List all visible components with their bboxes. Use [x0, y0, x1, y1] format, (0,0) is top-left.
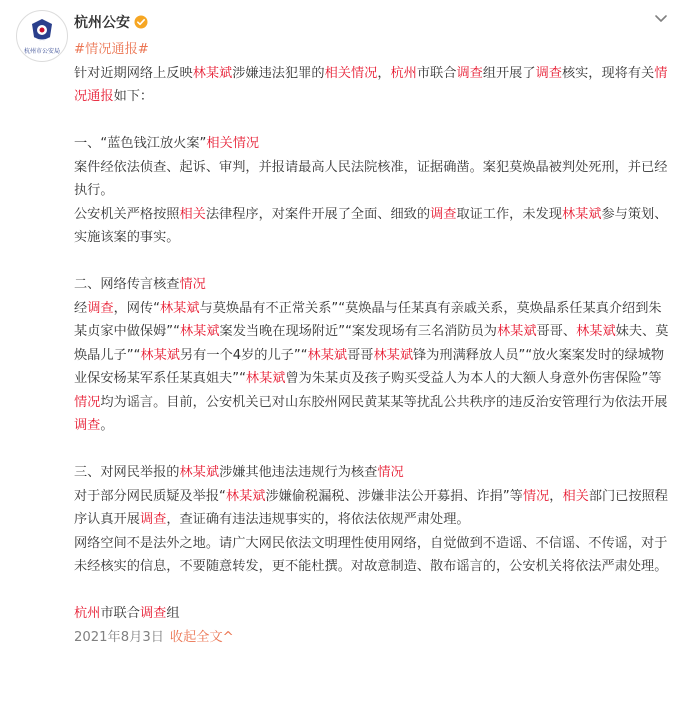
keyword-highlight: 调查: [139, 606, 167, 621]
text-run: 案发当晚在现场附近”“案发现场有三名消防员为: [219, 324, 497, 339]
keyword-highlight: 林某斌: [159, 300, 200, 316]
author-name[interactable]: 杭州公安: [74, 15, 130, 31]
text-run: 市联合: [100, 606, 140, 621]
post-header: [74, 12, 148, 32]
verified-badge-icon: [134, 15, 148, 29]
keyword-highlight: 情况: [74, 394, 101, 410]
text-run: 涉嫌偷税漏税、涉嫌非法公开募捐、诈捐”等: [265, 488, 523, 504]
text-run: 一、“蓝色钱江放火案”: [74, 136, 207, 151]
topic-link[interactable]: #情况通报#: [74, 42, 149, 57]
text-run: 经: [74, 300, 88, 316]
keyword-highlight: 林某斌: [179, 465, 220, 480]
keyword-highlight: 相关情况: [206, 136, 260, 151]
keyword-highlight: 调查: [139, 512, 167, 527]
text-run: 组: [166, 606, 180, 621]
keyword-highlight: 林某斌: [225, 488, 266, 504]
section-1-title: [74, 132, 672, 156]
text-run: 哥哥: [347, 347, 374, 363]
section-1-paragraph-1: [74, 156, 672, 203]
keyword-highlight: 情况: [377, 465, 404, 480]
keyword-highlight: 调查: [74, 418, 101, 433]
section-2-title: [74, 273, 672, 297]
keyword-highlight: 林某斌: [576, 324, 616, 339]
keyword-highlight: 调查: [535, 65, 562, 81]
text-run: 三、对网民举报的: [74, 465, 180, 480]
keyword-highlight: 林某斌: [373, 347, 414, 363]
text-run: 组开展了: [482, 65, 536, 81]
text-run: 法律程序，对案件开展了全面、细致的: [205, 206, 431, 222]
collapse-button[interactable]: [170, 630, 234, 645]
post-footer: [74, 626, 672, 650]
text-run: 部门已按照程序认真开展: [74, 488, 668, 527]
text-run: 曾为朱某贞及孩子购买受益人为本人的大额人身意外伤害保险”等: [285, 371, 662, 386]
text-run: 网络空间不是法外之地。请广大网民依法文明理性使用网络，自觉做到不造谣、不信谣、不传谣，对于未经核实的信息，不要随意转发，更不能杜撰。对故意制造、散布谣言的，公安机关将依法严肃处理。: [74, 535, 668, 574]
text-run: 对于部分网民质疑及举报“: [74, 488, 226, 504]
keyword-highlight: 相关: [562, 488, 589, 504]
police-emblem-icon: [28, 17, 56, 45]
chevron-up-icon: ^: [222, 629, 234, 645]
keyword-highlight: 林某斌: [496, 324, 537, 339]
section-3-paragraph-2: [74, 532, 672, 579]
keyword-highlight: 杭州: [74, 606, 101, 621]
collapse-label: 收起全文: [169, 629, 223, 645]
text-run: 公安机关严格按照: [74, 206, 180, 222]
chevron-down-icon[interactable]: [654, 14, 668, 24]
post-content: [74, 38, 672, 649]
text-run: 二、网络传言核查: [74, 277, 180, 292]
text-run: 哥哥、: [536, 324, 577, 339]
text-run: ，: [377, 65, 391, 81]
keyword-highlight: 相关: [179, 206, 206, 222]
keyword-highlight: 调查: [430, 206, 457, 222]
text-run: 如下：: [113, 89, 154, 104]
keyword-highlight: 林某斌: [192, 65, 233, 81]
text-run: 与莫焕晶有不正常关系”“莫焕晶与任某真有亲戚关系，莫焕晶系任某真介绍到朱某贞家中做保姆”“: [74, 300, 662, 339]
text-run: 取证工作，未发现: [456, 206, 562, 222]
text-run: 。: [100, 418, 114, 433]
keyword-highlight: 调查: [456, 65, 483, 81]
keyword-highlight: 情况: [522, 488, 550, 504]
text-run: 针对近期网络上反映: [74, 65, 193, 81]
keyword-highlight: 林某斌: [179, 324, 220, 339]
text-run: 另有一个4岁的儿子”“: [179, 347, 308, 363]
keyword-highlight: 林某斌: [140, 347, 180, 363]
section-3-title: [74, 461, 672, 485]
keyword-highlight: 情况: [179, 277, 206, 292]
keyword-highlight: 调查: [87, 300, 114, 316]
section-3-paragraph-1: [74, 485, 672, 532]
text-run: ，: [549, 488, 563, 504]
keyword-highlight: 情况通报: [74, 65, 668, 104]
keyword-highlight: 林某斌: [561, 206, 602, 222]
keyword-highlight: 杭州: [390, 65, 417, 81]
section-1-paragraph-2: [74, 203, 672, 250]
text-run: 核实，现将有关: [561, 65, 655, 81]
keyword-highlight: 林某斌: [245, 371, 286, 386]
text-run: 参与策划、实施该案的事实。: [74, 206, 668, 245]
text-run: 案件经依法侦查、起诉、审判，并报请最高人民法院核准，证据确凿。案犯莫焕晶被判处死刑，并已经执行。: [74, 159, 668, 198]
text-run: 均为谣言。目前，公安机关已对山东胶州网民黄某某等扰乱公共秩序的违反治安管理行为依法开展: [100, 394, 668, 410]
post-date[interactable]: 2021年8月3日: [74, 629, 164, 645]
text-run: 妹夫、莫焕晶儿子”“: [74, 324, 669, 363]
avatar[interactable]: [16, 10, 68, 62]
section-2-paragraph-1: [74, 297, 672, 438]
keyword-highlight: 相关情况: [324, 65, 378, 81]
keyword-highlight: 林某斌: [307, 347, 348, 363]
text-run: ，查证确有违法违规事实的，将依法依规严肃处理。: [166, 512, 470, 527]
signature: [74, 602, 672, 626]
text-run: 涉嫌违法犯罪的: [232, 65, 325, 81]
text-run: 涉嫌其他违法违规行为核查: [219, 465, 378, 480]
intro-paragraph: [74, 62, 672, 109]
text-run: 锋为刑满释放人员”“放火案案发时的绿城物业保安杨某军系任某真姐夫”“: [74, 347, 665, 386]
text-run: 市联合: [416, 65, 457, 81]
text-run: ，网传“: [113, 300, 160, 316]
avatar-label: 杭州市公安局: [23, 48, 60, 55]
